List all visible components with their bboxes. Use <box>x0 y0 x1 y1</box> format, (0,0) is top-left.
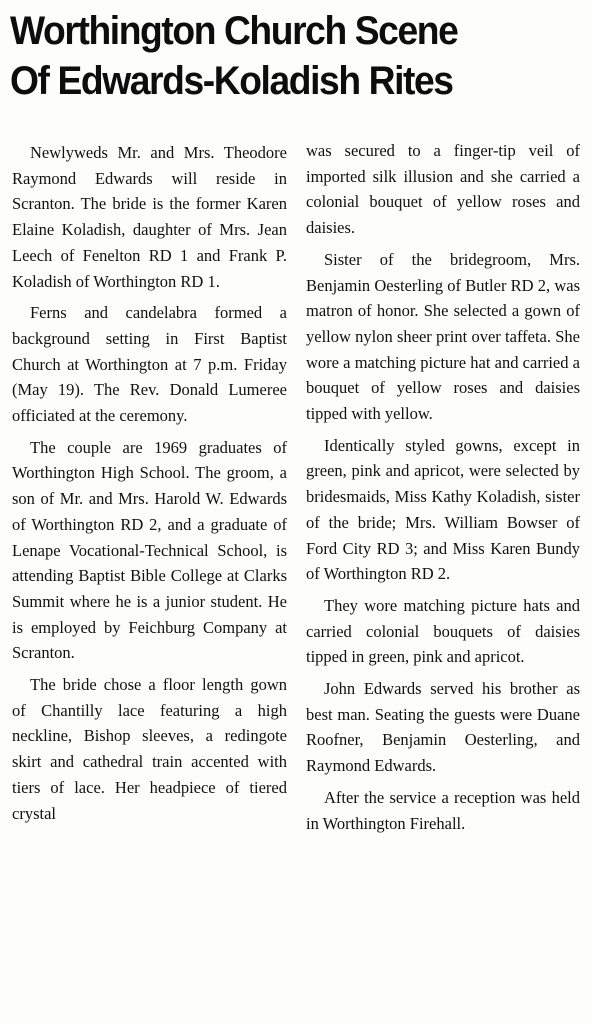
paragraph: Ferns and candelabra formed a background setting in First Baptist Church at Worthington at 7 p.m. Friday (May 19). The Rev. Donald Lumeree officiated at the ceremony. <box>12 303 287 426</box>
paragraph: John Edwards served his brother as best man. Seating the guests were Duane Roofner, Benjamin Oesterling, and Raymond Edwards. <box>306 679 580 776</box>
article-column-right <box>306 138 580 842</box>
paragraph: The couple are 1969 graduates of Worthington High School. The groom, a son of Mr. and Mrs. Harold W. Edwards of Worthington RD 2, and a graduate of Lenape Vocational-Technical School, is attending Baptist Bible College at Clarks Summit where he is a junior student. He is employed by Feichburg Company at Scranton. <box>12 437 287 663</box>
paragraph: was secured to a finger-tip veil of imported silk illusion and she carried a colonial bouquet of yellow roses and daisies. <box>306 141 580 238</box>
headline-line-1: Worthington Church Scene <box>10 9 458 53</box>
paragraph: The bride chose a floor length gown of Chantilly lace featuring a high neckline, Bishop sleeves, a redingote skirt and cathedral train accented with tiers of lace. Her headpiece of tiered crystal <box>12 675 287 823</box>
paragraph: After the service a reception was held in Worthington Firehall. <box>306 787 580 833</box>
article-column-left <box>12 140 287 832</box>
paragraph: Newlyweds Mr. and Mrs. Theodore Raymond Edwards will reside in Scranton. The bride is the former Karen Elaine Koladish, daughter of Mrs. Jean Leech of Fenelton RD 1 and Frank P. Koladish of Worthington RD 1. <box>12 143 287 291</box>
headline <box>10 6 545 106</box>
column-divider <box>293 140 294 1000</box>
paragraph: They wore matching picture hats and carried colonial bouquets of daisies tipped in green, pink and apricot. <box>306 595 580 667</box>
paragraph: Identically styled gowns, except in green, pink and apricot, were selected by bridesmaids, Miss Kathy Koladish, sister of the bride; Mrs. William Bowser of Ford City RD 3; and Miss Karen Bundy of Worthington RD 2. <box>306 435 580 584</box>
headline-line-2: Of Edwards-Koladish Rites <box>10 59 453 103</box>
paragraph: Sister of the bridegroom, Mrs. Benjamin Oesterling of Butler RD 2, was matron of honor. She selected a gown of yellow nylon sheer print over taffeta. She wore a matching picture hat and carried a bouquet of yellow roses and daisies tipped with yellow. <box>306 249 580 424</box>
